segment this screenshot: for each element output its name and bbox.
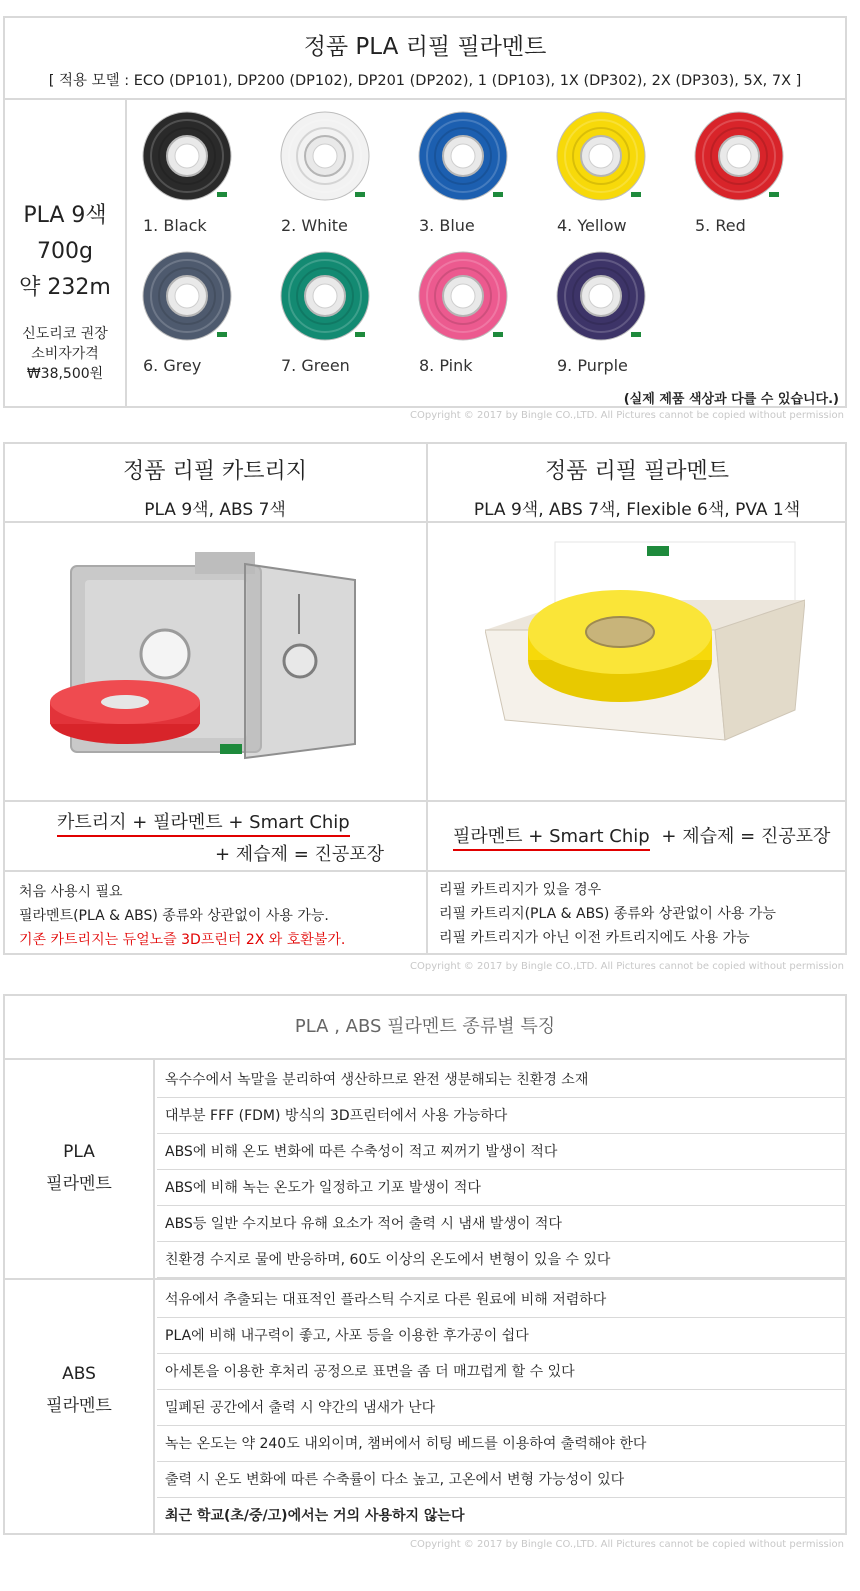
pla-label: PLA	[63, 1142, 95, 1162]
color-count: PLA 9색	[23, 203, 107, 228]
table-row: 밀폐된 공간에서 출력 시 약간의 냄새가 난다	[157, 1390, 845, 1426]
cartridge-image	[45, 544, 405, 774]
swatch-label: 4. Yellow	[557, 216, 627, 235]
swatch-label: 5. Red	[695, 216, 746, 235]
cartridge-heading	[5, 444, 425, 520]
price-label-2: 소비자가격	[31, 346, 99, 362]
swatch-label: 3. Blue	[419, 216, 475, 235]
abs-label-2: 필라멘트	[46, 1396, 112, 1416]
abs-label: ABS	[62, 1364, 96, 1384]
desc-line: 리필 카트리지가 아닌 이전 카트리지에도 사용 가능	[439, 930, 750, 946]
filament-formula-highlight: 필라멘트 + Smart Chip	[453, 826, 650, 851]
filament-spool-icon	[139, 250, 235, 346]
color-disclaimer: (실제 제품 색상과 다를 수 있습니다.)	[623, 392, 839, 407]
filament-spool-icon	[691, 110, 787, 206]
cartridge-title: 정품 리필 카트리지	[122, 459, 307, 484]
divider	[5, 870, 845, 872]
table-row: ABS에 비해 온도 변화에 따른 수축성이 적고 찌꺼기 발생이 적다	[157, 1134, 845, 1170]
desc-line: 리필 카트리지가 있을 경우	[439, 882, 602, 898]
copyright-notice: COpyright © 2017 by Bingle CO.,LTD. All Pictures cannot be copied without permission	[410, 410, 844, 421]
table-row: 녹는 온도는 약 240도 내외이며, 챔버에서 히팅 베드를 이용하여 출력해야 한다	[157, 1426, 845, 1462]
filament-spool-icon	[415, 250, 511, 346]
panel-title: 정품 PLA 리필 필라멘트	[303, 34, 547, 60]
table-row: 대부분 FFF (FDM) 방식의 3D프린터에서 사용 가능하다	[157, 1098, 845, 1134]
swatch-label: 8. Pink	[419, 356, 473, 375]
filament-heading	[427, 444, 847, 520]
filament-spool-icon	[277, 110, 373, 206]
filament-description	[439, 878, 776, 950]
filament-formula	[453, 822, 830, 848]
cartridge-formula-highlight: 카트리지 + 필라멘트 + Smart Chip	[57, 812, 350, 837]
table-row: 아세톤을 이용한 후처리 공정으로 표면을 좀 더 매끄럽게 할 수 있다	[157, 1354, 845, 1390]
price-label: 신도리코 권장	[22, 326, 108, 342]
cartridge-formula-2: + 제습제 = 진공포장	[215, 844, 385, 865]
filament-formula-2: + 제습제 = 진공포장	[661, 826, 831, 847]
table-title: PLA , ABS 필라멘트 종류별 특징	[5, 996, 845, 1060]
table-row: 친환경 수지로 물에 반응하며, 60도 이상의 온도에서 변형이 있을 수 있다	[157, 1242, 845, 1278]
filament-box-image	[485, 540, 805, 780]
length: 약 232m	[19, 275, 111, 300]
desc-line: 처음 사용시 필요	[19, 884, 123, 900]
cartridge-description	[19, 880, 345, 952]
filament-spool-icon	[553, 110, 649, 206]
product-summary	[5, 100, 127, 406]
compatibility-warning: 기존 카트리지는 듀얼노즐 3D프린터 2X 와 호환불가.	[19, 932, 346, 948]
divider	[5, 800, 845, 802]
swatch-label: 9. Purple	[557, 356, 628, 375]
swatch-label: 1. Black	[143, 216, 207, 235]
filament-spool-icon	[277, 250, 373, 346]
divider	[5, 521, 845, 523]
desc-line: 필라멘트(PLA & ABS) 종류와 상관없이 사용 가능.	[19, 908, 329, 924]
pla-label-2: 필라멘트	[46, 1174, 112, 1194]
filament-title: 정품 리필 필라멘트	[544, 459, 729, 484]
copyright-notice: COpyright © 2017 by Bingle CO.,LTD. All Pictures cannot be copied without permission	[410, 961, 844, 972]
table-row: PLA에 비해 내구력이 좋고, 사포 등을 이용한 후가공이 쉽다	[157, 1318, 845, 1354]
abs-category	[5, 1280, 155, 1533]
filament-spool-icon	[415, 110, 511, 206]
table-row: 출력 시 온도 변화에 따른 수축률이 다소 높고, 고온에서 변형 가능성이 있다	[157, 1462, 845, 1498]
pla-category	[5, 1060, 155, 1278]
panel-header	[5, 18, 845, 100]
copyright-notice: COpyright © 2017 by Bingle CO.,LTD. All Pictures cannot be copied without permission	[410, 1539, 844, 1550]
abs-warning-row: 최근 학교(초/중/고)에서는 거의 사용하지 않는다	[165, 1508, 465, 1524]
price: ₩38,500원	[26, 366, 104, 382]
compatible-models: [ 적용 모델 : ECO (DP101), DP200 (DP102), DP201 (DP202), 1 (DP103), 1X (DP302), 2X (DP303), 5X, 7X ]	[48, 73, 802, 89]
filament-subtitle: PLA 9색, ABS 7색, Flexible 6색, PVA 1색	[473, 500, 801, 520]
swatch-label: 6. Grey	[143, 356, 202, 375]
swatch-label: 2. White	[281, 216, 348, 235]
table-row: ABS에 비해 녹는 온도가 일정하고 기포 발생이 적다	[157, 1170, 845, 1206]
refill-comparison-panel	[3, 442, 847, 955]
table-row: 옥수수에서 녹말을 분리하여 생산하므로 완전 생분해되는 친환경 소재	[157, 1062, 845, 1098]
desc-line: 리필 카트리지(PLA & ABS) 종류와 상관없이 사용 가능	[439, 906, 776, 922]
pla-refill-panel	[3, 16, 847, 408]
swatch-label: 7. Green	[281, 356, 350, 375]
cartridge-formula	[57, 808, 350, 834]
filament-features-table	[3, 994, 847, 1535]
cartridge-subtitle: PLA 9색, ABS 7색	[144, 500, 286, 520]
filament-spool-icon	[553, 250, 649, 346]
table-row: 석유에서 추출되는 대표적인 플라스틱 수지로 다른 원료에 비해 저렴하다	[157, 1282, 845, 1318]
filament-spool-icon	[139, 110, 235, 206]
table-row: ABS등 일반 수지보다 유해 요소가 적어 출력 시 냄새 발생이 적다	[157, 1206, 845, 1242]
weight: 700g	[37, 239, 93, 264]
